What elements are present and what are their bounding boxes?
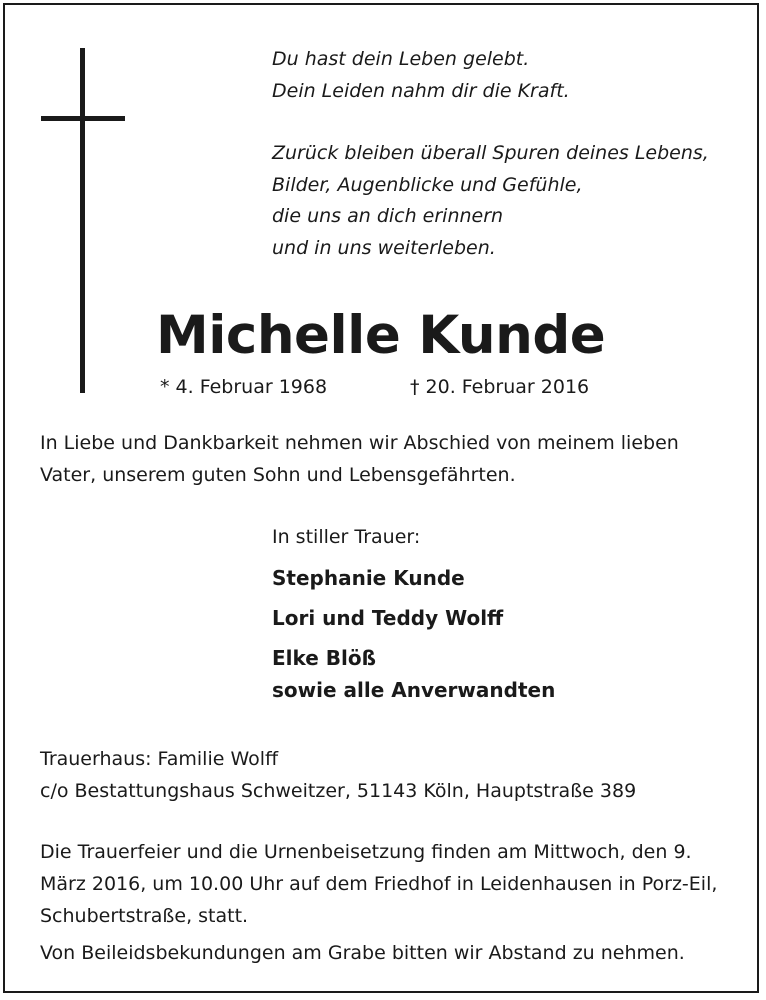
poem-line: Bilder, Augenblicke und Gefühle, — [272, 173, 583, 196]
death-date: † 20. Februar 2016 — [410, 376, 590, 398]
poem-stanza-1 — [272, 44, 742, 107]
poem-line: Du hast dein Leben gelebt. — [272, 48, 530, 70]
mourning-label: In stiller Trauer: — [272, 526, 421, 548]
poem-line: Dein Leiden nahm dir die Kraft. — [272, 79, 570, 102]
poem-line: die uns an dich erinnern — [272, 205, 504, 227]
poem-stanza-2 — [272, 138, 742, 264]
poem — [272, 44, 742, 264]
deceased-name: Michelle Kunde — [156, 305, 606, 366]
poem-line: Zurück bleiben überall Spuren deines Lebens, — [272, 142, 709, 164]
ceremony-info: Die Trauerfeier und die Urnenbeisetzung finden am Mittwoch, den 9. März 2016, um 10.00 Uhr auf dem Friedhof in Leidenhausen in Porz-Eil, Schubertstraße, statt. — [40, 841, 718, 927]
mourner-name: Stephanie Kunde — [272, 566, 465, 590]
mourning-house-address: c/o Bestattungshaus Schweitzer, 51143 Köln, Hauptstraße 389 — [40, 780, 637, 802]
mourning-house — [40, 743, 740, 807]
mourner-name: Elke Blöß — [272, 646, 377, 670]
farewell-text: In Liebe und Dankbarkeit nehmen wir Abschied von meinem lieben Vater, unserem guten Sohn und Lebensgefährten. — [40, 432, 679, 486]
mourner-name: Lori und Teddy Wolff — [272, 606, 504, 630]
poem-line: und in uns weiterleben. — [272, 236, 496, 259]
mourner-name: sowie alle Anverwandten — [272, 678, 556, 702]
mourners-list — [272, 562, 555, 706]
mourning-house-line: Trauerhaus: Familie Wolff — [40, 748, 279, 770]
condolence-note: Von Beileidsbekundungen am Grabe bitten wir Abstand zu nehmen. — [40, 942, 685, 964]
birth-date: * 4. Februar 1968 — [160, 376, 328, 398]
cross-vertical-bar — [80, 48, 85, 393]
cross-horizontal-bar — [41, 116, 125, 121]
